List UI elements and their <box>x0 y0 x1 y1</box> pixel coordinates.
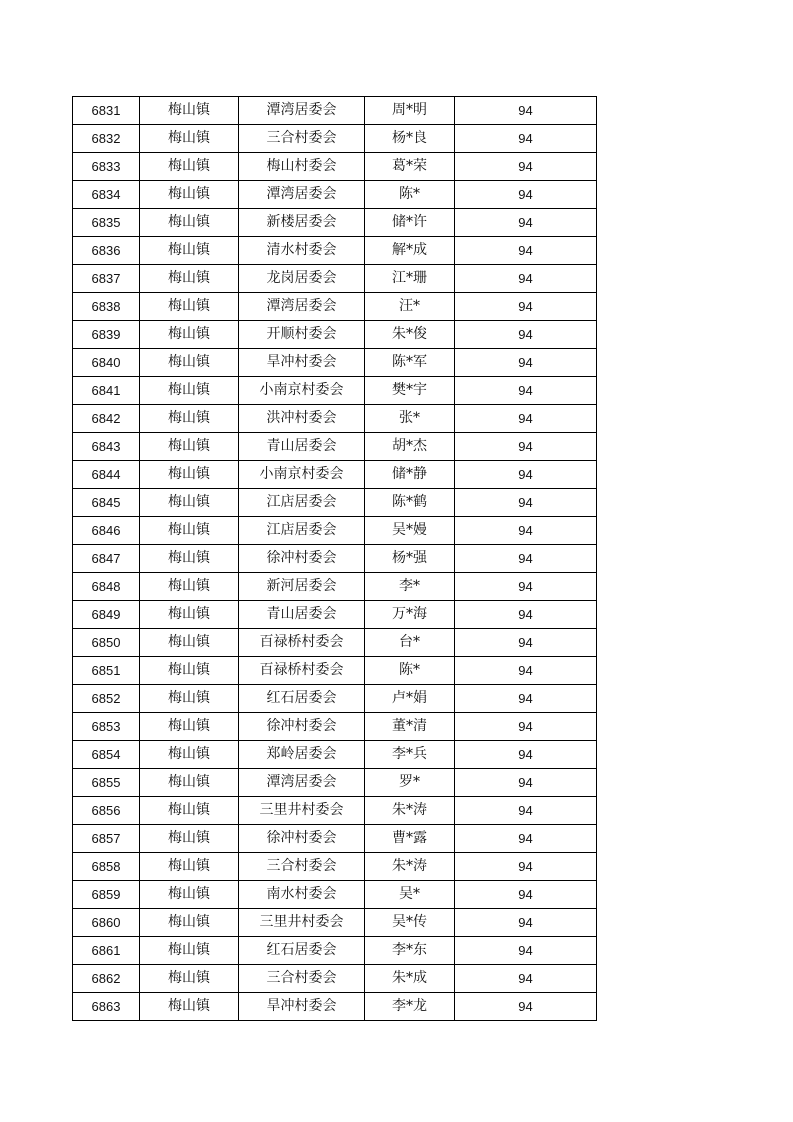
town-cell: 梅山镇 <box>140 629 239 657</box>
village-committee-cell: 潭湾居委会 <box>239 181 365 209</box>
person-name-cell: 万*海 <box>365 601 455 629</box>
person-name-cell: 卢*娟 <box>365 685 455 713</box>
person-name-cell: 曹*露 <box>365 825 455 853</box>
roster-table <box>72 96 597 1021</box>
score-cell: 94 <box>455 125 597 153</box>
score-cell: 94 <box>455 181 597 209</box>
serial-number-cell: 6862 <box>73 965 140 993</box>
table-row <box>73 657 597 685</box>
score-cell: 94 <box>455 601 597 629</box>
table-row <box>73 601 597 629</box>
score-cell: 94 <box>455 349 597 377</box>
person-name-cell: 朱*成 <box>365 965 455 993</box>
village-committee-cell: 百禄桥村委会 <box>239 657 365 685</box>
person-name-cell: 朱*涛 <box>365 853 455 881</box>
serial-number-cell: 6861 <box>73 937 140 965</box>
serial-number-cell: 6849 <box>73 601 140 629</box>
table-row <box>73 153 597 181</box>
score-cell: 94 <box>455 377 597 405</box>
town-cell: 梅山镇 <box>140 209 239 237</box>
serial-number-cell: 6858 <box>73 853 140 881</box>
score-cell: 94 <box>455 461 597 489</box>
town-cell: 梅山镇 <box>140 825 239 853</box>
table-row <box>73 853 597 881</box>
table-row <box>73 377 597 405</box>
serial-number-cell: 6844 <box>73 461 140 489</box>
serial-number-cell: 6835 <box>73 209 140 237</box>
serial-number-cell: 6846 <box>73 517 140 545</box>
score-cell: 94 <box>455 881 597 909</box>
score-cell: 94 <box>455 629 597 657</box>
serial-number-cell: 6860 <box>73 909 140 937</box>
serial-number-cell: 6839 <box>73 321 140 349</box>
person-name-cell: 解*成 <box>365 237 455 265</box>
town-cell: 梅山镇 <box>140 797 239 825</box>
village-committee-cell: 三里井村委会 <box>239 909 365 937</box>
table-row <box>73 265 597 293</box>
person-name-cell: 樊*宇 <box>365 377 455 405</box>
serial-number-cell: 6834 <box>73 181 140 209</box>
table-row <box>73 405 597 433</box>
table-row <box>73 293 597 321</box>
table-row <box>73 965 597 993</box>
score-cell: 94 <box>455 265 597 293</box>
village-committee-cell: 三里井村委会 <box>239 797 365 825</box>
village-committee-cell: 梅山村委会 <box>239 153 365 181</box>
village-committee-cell: 清水村委会 <box>239 237 365 265</box>
score-cell: 94 <box>455 685 597 713</box>
village-committee-cell: 旱冲村委会 <box>239 349 365 377</box>
town-cell: 梅山镇 <box>140 405 239 433</box>
town-cell: 梅山镇 <box>140 489 239 517</box>
village-committee-cell: 三合村委会 <box>239 125 365 153</box>
town-cell: 梅山镇 <box>140 909 239 937</box>
score-cell: 94 <box>455 573 597 601</box>
person-name-cell: 胡*杰 <box>365 433 455 461</box>
person-name-cell: 周*明 <box>365 97 455 125</box>
village-committee-cell: 徐冲村委会 <box>239 825 365 853</box>
town-cell: 梅山镇 <box>140 125 239 153</box>
score-cell: 94 <box>455 517 597 545</box>
person-name-cell: 葛*荣 <box>365 153 455 181</box>
village-committee-cell: 青山居委会 <box>239 433 365 461</box>
person-name-cell: 陈*鹤 <box>365 489 455 517</box>
serial-number-cell: 6842 <box>73 405 140 433</box>
serial-number-cell: 6863 <box>73 993 140 1021</box>
town-cell: 梅山镇 <box>140 769 239 797</box>
score-cell: 94 <box>455 825 597 853</box>
table-row <box>73 741 597 769</box>
table-row <box>73 825 597 853</box>
town-cell: 梅山镇 <box>140 685 239 713</box>
person-name-cell: 李* <box>365 573 455 601</box>
town-cell: 梅山镇 <box>140 993 239 1021</box>
score-cell: 94 <box>455 209 597 237</box>
village-committee-cell: 江店居委会 <box>239 517 365 545</box>
table-row <box>73 545 597 573</box>
village-committee-cell: 郑岭居委会 <box>239 741 365 769</box>
serial-number-cell: 6853 <box>73 713 140 741</box>
score-cell: 94 <box>455 909 597 937</box>
town-cell: 梅山镇 <box>140 853 239 881</box>
person-name-cell: 江*珊 <box>365 265 455 293</box>
serial-number-cell: 6851 <box>73 657 140 685</box>
table-row <box>73 573 597 601</box>
serial-number-cell: 6836 <box>73 237 140 265</box>
town-cell: 梅山镇 <box>140 517 239 545</box>
town-cell: 梅山镇 <box>140 181 239 209</box>
village-committee-cell: 红石居委会 <box>239 685 365 713</box>
serial-number-cell: 6848 <box>73 573 140 601</box>
village-committee-cell: 开顺村委会 <box>239 321 365 349</box>
village-committee-cell: 百禄桥村委会 <box>239 629 365 657</box>
score-cell: 94 <box>455 97 597 125</box>
serial-number-cell: 6833 <box>73 153 140 181</box>
score-cell: 94 <box>455 293 597 321</box>
town-cell: 梅山镇 <box>140 461 239 489</box>
town-cell: 梅山镇 <box>140 573 239 601</box>
town-cell: 梅山镇 <box>140 545 239 573</box>
serial-number-cell: 6855 <box>73 769 140 797</box>
table-row <box>73 349 597 377</box>
person-name-cell: 吴*嫚 <box>365 517 455 545</box>
village-committee-cell: 潭湾居委会 <box>239 97 365 125</box>
village-committee-cell: 洪冲村委会 <box>239 405 365 433</box>
table-row <box>73 181 597 209</box>
person-name-cell: 李*兵 <box>365 741 455 769</box>
score-cell: 94 <box>455 769 597 797</box>
score-cell: 94 <box>455 237 597 265</box>
person-name-cell: 汪* <box>365 293 455 321</box>
town-cell: 梅山镇 <box>140 237 239 265</box>
village-committee-cell: 三合村委会 <box>239 965 365 993</box>
score-cell: 94 <box>455 937 597 965</box>
table-row <box>73 97 597 125</box>
village-committee-cell: 三合村委会 <box>239 853 365 881</box>
table-row <box>73 797 597 825</box>
village-committee-cell: 南水村委会 <box>239 881 365 909</box>
town-cell: 梅山镇 <box>140 265 239 293</box>
table-row <box>73 517 597 545</box>
person-name-cell: 杨*强 <box>365 545 455 573</box>
score-cell: 94 <box>455 741 597 769</box>
town-cell: 梅山镇 <box>140 657 239 685</box>
town-cell: 梅山镇 <box>140 741 239 769</box>
person-name-cell: 陈*军 <box>365 349 455 377</box>
town-cell: 梅山镇 <box>140 377 239 405</box>
town-cell: 梅山镇 <box>140 153 239 181</box>
town-cell: 梅山镇 <box>140 881 239 909</box>
table-row <box>73 685 597 713</box>
serial-number-cell: 6854 <box>73 741 140 769</box>
person-name-cell: 台* <box>365 629 455 657</box>
roster-table-body <box>73 97 597 1021</box>
town-cell: 梅山镇 <box>140 293 239 321</box>
person-name-cell: 陈* <box>365 181 455 209</box>
table-row <box>73 433 597 461</box>
village-committee-cell: 新楼居委会 <box>239 209 365 237</box>
town-cell: 梅山镇 <box>140 937 239 965</box>
serial-number-cell: 6831 <box>73 97 140 125</box>
serial-number-cell: 6857 <box>73 825 140 853</box>
person-name-cell: 李*龙 <box>365 993 455 1021</box>
person-name-cell: 吴*传 <box>365 909 455 937</box>
table-row <box>73 461 597 489</box>
village-committee-cell: 小南京村委会 <box>239 461 365 489</box>
serial-number-cell: 6838 <box>73 293 140 321</box>
village-committee-cell: 徐冲村委会 <box>239 713 365 741</box>
score-cell: 94 <box>455 489 597 517</box>
table-row <box>73 993 597 1021</box>
table-row <box>73 881 597 909</box>
table-row <box>73 321 597 349</box>
score-cell: 94 <box>455 321 597 349</box>
table-row <box>73 629 597 657</box>
score-cell: 94 <box>455 965 597 993</box>
score-cell: 94 <box>455 405 597 433</box>
table-row <box>73 937 597 965</box>
serial-number-cell: 6850 <box>73 629 140 657</box>
table-row <box>73 909 597 937</box>
town-cell: 梅山镇 <box>140 321 239 349</box>
town-cell: 梅山镇 <box>140 349 239 377</box>
town-cell: 梅山镇 <box>140 713 239 741</box>
score-cell: 94 <box>455 797 597 825</box>
table-row <box>73 237 597 265</box>
person-name-cell: 杨*良 <box>365 125 455 153</box>
serial-number-cell: 6852 <box>73 685 140 713</box>
village-committee-cell: 小南京村委会 <box>239 377 365 405</box>
score-cell: 94 <box>455 545 597 573</box>
village-committee-cell: 江店居委会 <box>239 489 365 517</box>
serial-number-cell: 6832 <box>73 125 140 153</box>
serial-number-cell: 6843 <box>73 433 140 461</box>
village-committee-cell: 青山居委会 <box>239 601 365 629</box>
town-cell: 梅山镇 <box>140 965 239 993</box>
serial-number-cell: 6847 <box>73 545 140 573</box>
town-cell: 梅山镇 <box>140 97 239 125</box>
person-name-cell: 董*清 <box>365 713 455 741</box>
serial-number-cell: 6840 <box>73 349 140 377</box>
table-row <box>73 209 597 237</box>
table-row <box>73 713 597 741</box>
serial-number-cell: 6856 <box>73 797 140 825</box>
village-committee-cell: 徐冲村委会 <box>239 545 365 573</box>
score-cell: 94 <box>455 993 597 1021</box>
village-committee-cell: 新河居委会 <box>239 573 365 601</box>
table-row <box>73 769 597 797</box>
person-name-cell: 储*静 <box>365 461 455 489</box>
person-name-cell: 朱*俊 <box>365 321 455 349</box>
town-cell: 梅山镇 <box>140 433 239 461</box>
serial-number-cell: 6859 <box>73 881 140 909</box>
village-committee-cell: 红石居委会 <box>239 937 365 965</box>
score-cell: 94 <box>455 853 597 881</box>
person-name-cell: 李*东 <box>365 937 455 965</box>
village-committee-cell: 龙岗居委会 <box>239 265 365 293</box>
serial-number-cell: 6845 <box>73 489 140 517</box>
serial-number-cell: 6841 <box>73 377 140 405</box>
person-name-cell: 张* <box>365 405 455 433</box>
village-committee-cell: 潭湾居委会 <box>239 769 365 797</box>
score-cell: 94 <box>455 657 597 685</box>
person-name-cell: 朱*涛 <box>365 797 455 825</box>
town-cell: 梅山镇 <box>140 601 239 629</box>
village-committee-cell: 潭湾居委会 <box>239 293 365 321</box>
score-cell: 94 <box>455 433 597 461</box>
table-row <box>73 125 597 153</box>
score-cell: 94 <box>455 153 597 181</box>
person-name-cell: 陈* <box>365 657 455 685</box>
score-cell: 94 <box>455 713 597 741</box>
village-committee-cell: 旱冲村委会 <box>239 993 365 1021</box>
serial-number-cell: 6837 <box>73 265 140 293</box>
person-name-cell: 储*许 <box>365 209 455 237</box>
person-name-cell: 罗* <box>365 769 455 797</box>
person-name-cell: 吴* <box>365 881 455 909</box>
table-row <box>73 489 597 517</box>
